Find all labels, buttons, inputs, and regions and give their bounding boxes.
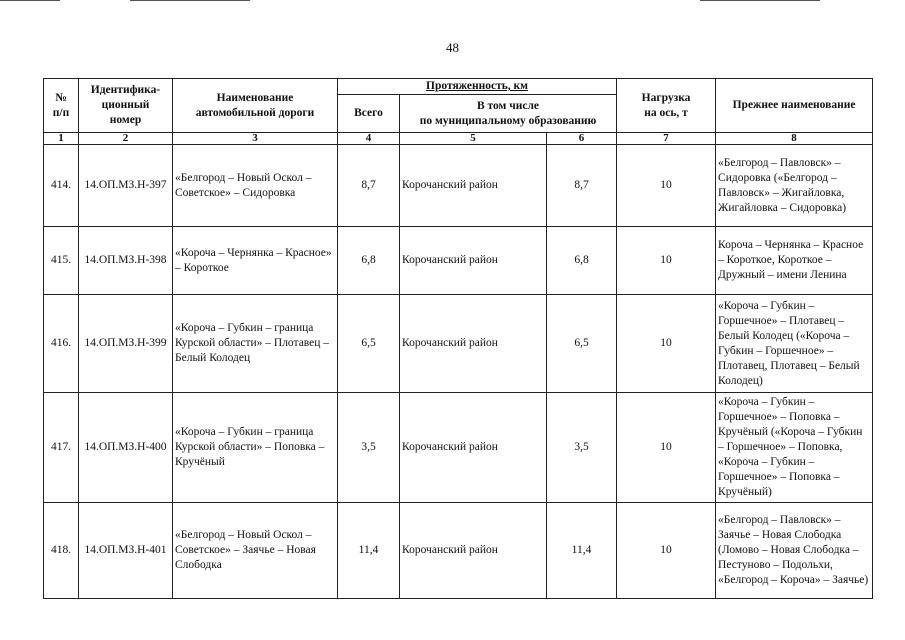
row-total: 11,4 <box>338 503 400 599</box>
header-number-7: 7 <box>617 133 716 145</box>
row-district: Корочанский район <box>400 295 547 393</box>
row-district-len: 6,5 <box>547 295 617 393</box>
row-name: «Белгород – Новый Оскол – Советское» – Сидоровка <box>173 145 338 227</box>
table-row <box>44 145 873 227</box>
row-district-len: 3,5 <box>547 393 617 503</box>
row-load: 10 <box>617 145 716 227</box>
row-prev: «Белгород – Павловск» – Сидоровка («Белгород – Павловск» – Жигайловка, Жигайловка – Сидоровка) <box>716 145 873 227</box>
header-number-4: 4 <box>338 133 400 145</box>
row-prev: «Белгород – Павловск» – Заячье – Новая Слободка (Ломово – Новая Слободка – Пестуново – Подольхи, «Белгород – Короча» – Заячье) <box>716 503 873 599</box>
header-num: № п/п <box>44 79 79 133</box>
row-load: 10 <box>617 393 716 503</box>
roads-table <box>43 78 873 599</box>
header-id: Идентифика- ционный номер <box>79 79 173 133</box>
row-prev: Короча – Чернянка – Красное – Короткое, Короткое – Дружный – имени Ленина <box>716 227 873 295</box>
row-total: 6,5 <box>338 295 400 393</box>
row-id: 14.ОП.МЗ.Н-399 <box>79 295 173 393</box>
row-load: 10 <box>617 295 716 393</box>
header-number-2: 2 <box>79 133 173 145</box>
page-number: 48 <box>446 40 459 55</box>
header-incl: В том числе по муниципальному образованию <box>400 95 617 133</box>
header-total: Всего <box>338 95 400 133</box>
row-district: Корочанский район <box>400 145 547 227</box>
row-district: Корочанский район <box>400 503 547 599</box>
row-total: 8,7 <box>338 145 400 227</box>
top-rule-left <box>0 0 60 1</box>
header-number-1: 1 <box>44 133 79 145</box>
table-row <box>44 503 873 599</box>
row-total: 6,8 <box>338 227 400 295</box>
header-number-5: 5 <box>400 133 547 145</box>
row-id: 14.ОП.МЗ.Н-398 <box>79 227 173 295</box>
header-prev: Прежнее наименование <box>716 79 873 133</box>
row-name: «Белгород – Новый Оскол – Советское» – Заячье – Новая Слободка <box>173 503 338 599</box>
row-district: Корочанский район <box>400 227 547 295</box>
row-id: 14.ОП.МЗ.Н-397 <box>79 145 173 227</box>
row-load: 10 <box>617 227 716 295</box>
row-district-len: 6,8 <box>547 227 617 295</box>
row-district-len: 8,7 <box>547 145 617 227</box>
row-num: 416. <box>44 295 79 393</box>
row-prev: «Короча – Губкин – Горшечное» – Плотавец – Белый Колодец («Короча – Губкин – Горшечное» – Плотавец, Плотавец – Белый Колодец) <box>716 295 873 393</box>
top-rule-right <box>700 0 820 1</box>
row-name: «Короча – Чернянка – Красное» – Короткое <box>173 227 338 295</box>
row-district-len: 11,4 <box>547 503 617 599</box>
row-num: 415. <box>44 227 79 295</box>
row-load: 10 <box>617 503 716 599</box>
top-rule-mid <box>130 0 250 1</box>
header-number-8: 8 <box>716 133 873 145</box>
row-name: «Короча – Губкин – граница Курской области» – Поповка – Кручёный <box>173 393 338 503</box>
table-row <box>44 393 873 503</box>
row-id: 14.ОП.МЗ.Н-400 <box>79 393 173 503</box>
row-num: 418. <box>44 503 79 599</box>
row-num: 417. <box>44 393 79 503</box>
row-id: 14.ОП.МЗ.Н-401 <box>79 503 173 599</box>
row-num: 414. <box>44 145 79 227</box>
header-number-6: 6 <box>547 133 617 145</box>
row-total: 3,5 <box>338 393 400 503</box>
table-row <box>44 227 873 295</box>
row-district: Корочанский район <box>400 393 547 503</box>
header-load: Нагрузка на ось, т <box>617 79 716 133</box>
header-length: Протяженность, км <box>338 79 617 95</box>
row-name: «Короча – Губкин – граница Курской области» – Плотавец – Белый Колодец <box>173 295 338 393</box>
header-number-3: 3 <box>173 133 338 145</box>
row-prev: «Короча – Губкин – Горшечное» – Поповка – Кручёный («Короча – Губкин – Горшечное» – Поповка, «Короча – Губкин – Горшечное» – Поповка – Кручёный) <box>716 393 873 503</box>
table-row <box>44 295 873 393</box>
header-name: Наименование автомобильной дороги <box>173 79 338 133</box>
